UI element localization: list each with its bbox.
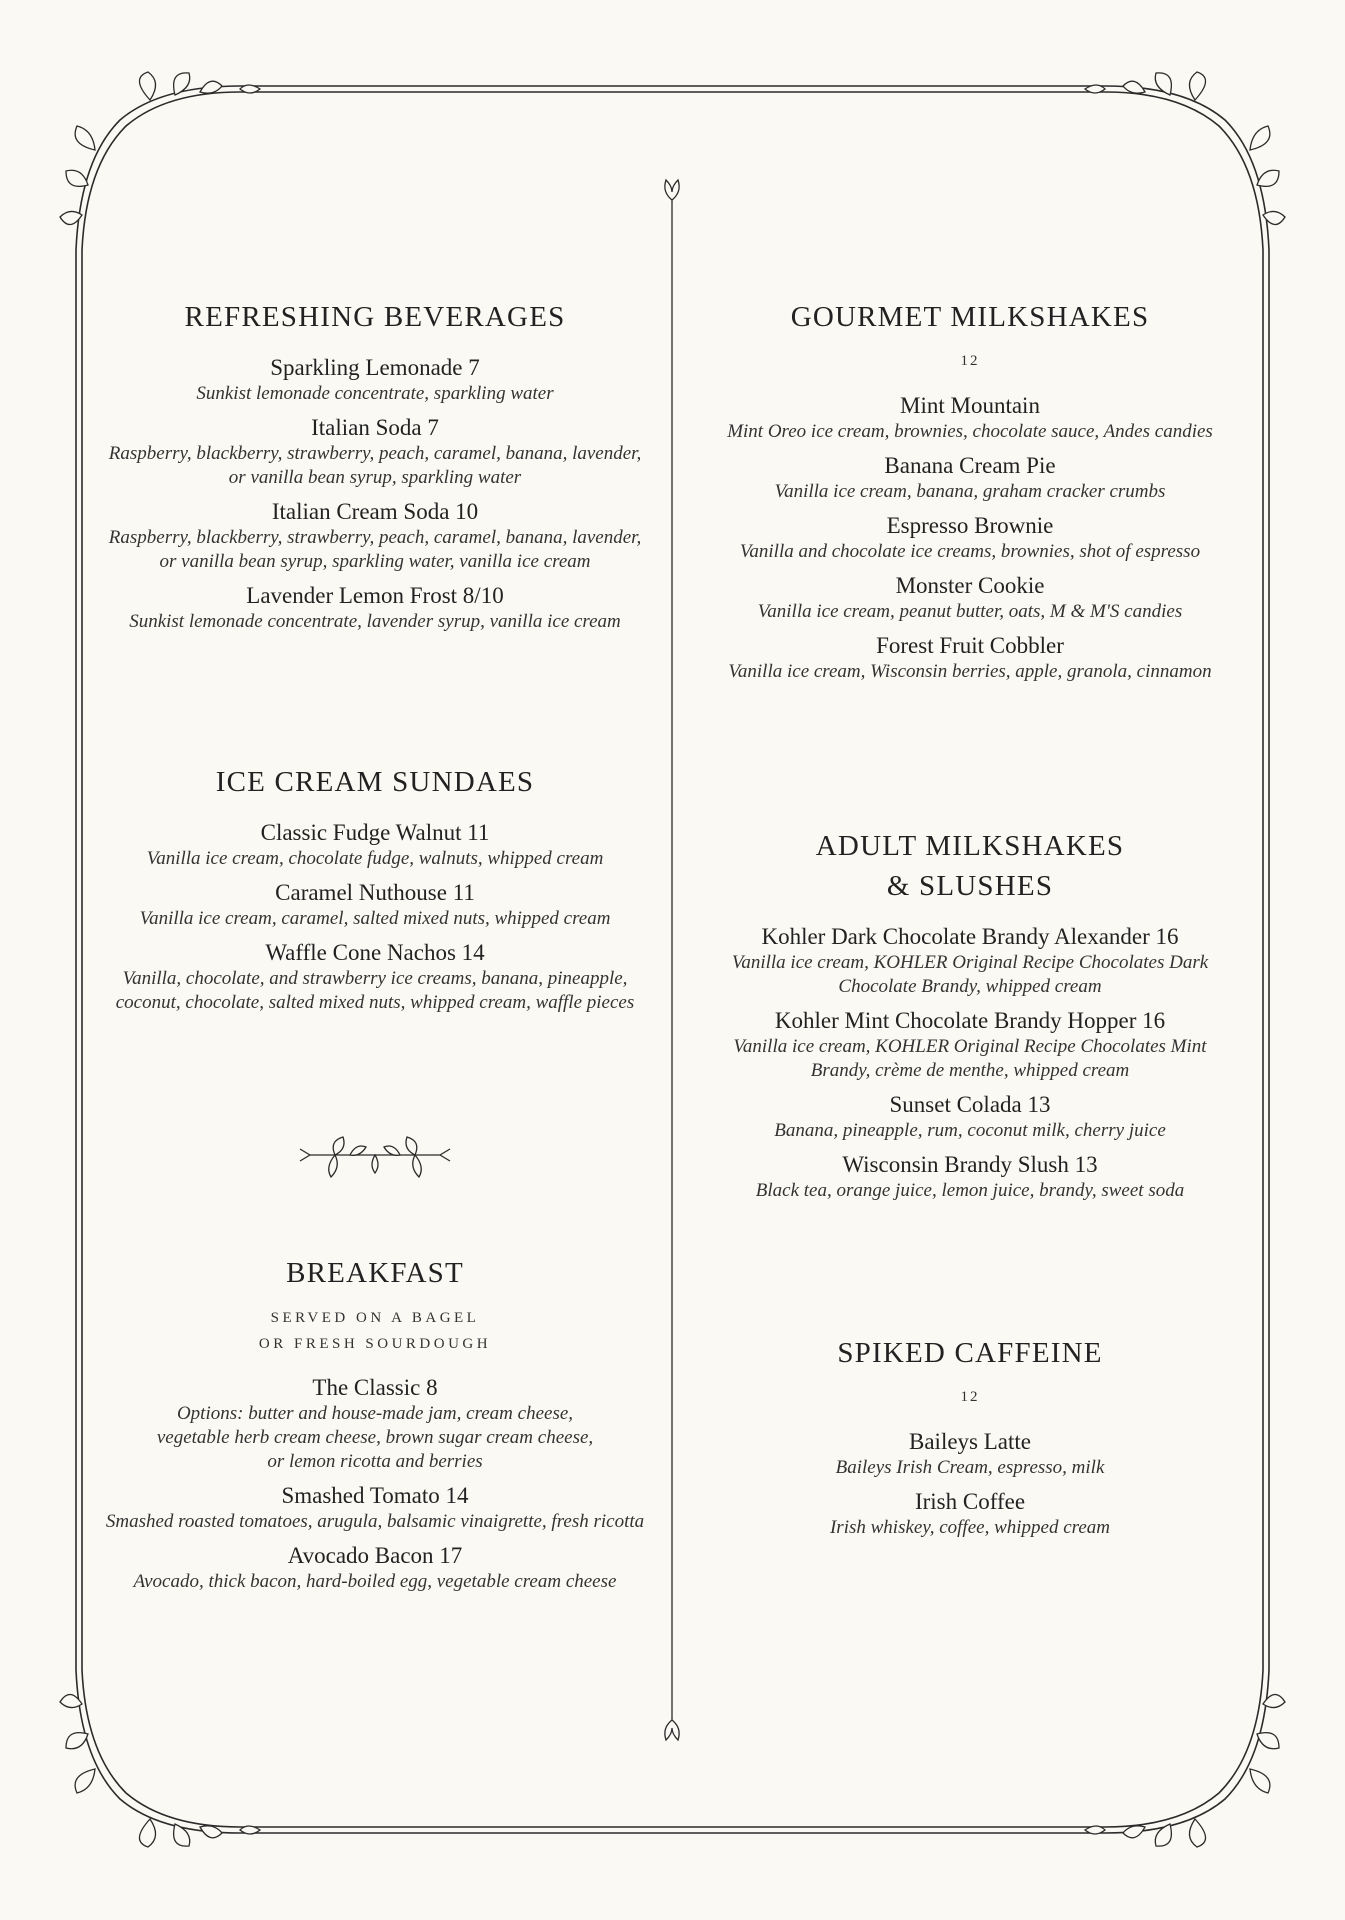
item-description: or vanilla bean syrup, sparkling water, vanilla ice cream — [159, 551, 591, 572]
section-title: ICE CREAM SUNDAES — [215, 766, 535, 798]
item-description: Sunkist lemonade concentrate, lavender syrup, vanilla ice cream — [129, 611, 621, 632]
item-description: Vanilla and chocolate ice creams, brownies, shot of espresso — [739, 541, 1201, 562]
item-name: Italian Soda 7 — [311, 415, 439, 440]
item-description: Vanilla ice cream, banana, graham cracker crumbs — [774, 481, 1166, 502]
item-name: Wisconsin Brandy Slush 13 — [842, 1152, 1098, 1177]
item-name: Monster Cookie — [895, 573, 1045, 598]
item-name: Avocado Bacon 17 — [287, 1543, 463, 1568]
list-item — [700, 451, 1240, 505]
section-title: SPIKED CAFFEINE — [837, 1337, 1103, 1369]
section-breakfast — [105, 1253, 645, 1595]
item-description: Options: butter and house-made jam, cream cheese, — [176, 1403, 574, 1424]
item-description: Vanilla ice cream, KOHLER Original Recipe Chocolates Dark — [731, 952, 1209, 973]
item-description: or vanilla bean syrup, sparkling water — [228, 467, 522, 488]
item-description: coconut, chocolate, salted mixed nuts, whipped cream, waffle pieces — [115, 992, 635, 1013]
section-subtitle: SERVED ON A BAGEL — [270, 1310, 480, 1326]
item-name: Banana Cream Pie — [884, 453, 1056, 478]
item-name: Italian Cream Soda 10 — [271, 499, 479, 524]
list-item — [700, 1427, 1240, 1481]
item-description: Raspberry, blackberry, strawberry, peach, caramel, banana, lavender, — [108, 443, 642, 464]
item-description: Vanilla ice cream, caramel, salted mixed nuts, whipped cream — [139, 908, 611, 929]
item-name: Irish Coffee — [914, 1489, 1026, 1514]
list-item — [700, 511, 1240, 565]
item-name: Lavender Lemon Frost 8/10 — [246, 583, 504, 608]
list-item — [700, 1150, 1240, 1204]
list-item — [105, 413, 645, 491]
section-title: BREAKFAST — [286, 1257, 464, 1289]
section-title: ADULT MILKSHAKES — [815, 830, 1125, 862]
section-price: 12 — [960, 353, 980, 369]
list-item — [105, 878, 645, 932]
item-name: Smashed Tomato 14 — [281, 1483, 469, 1508]
item-name: Caramel Nuthouse 11 — [275, 880, 475, 905]
section-refreshing-beverages — [105, 297, 645, 635]
list-item — [105, 818, 645, 872]
section-price: 12 — [960, 1389, 980, 1405]
section-title: GOURMET MILKSHAKES — [790, 301, 1150, 333]
list-item — [105, 1481, 645, 1535]
list-item — [105, 353, 645, 407]
item-name: Baileys Latte — [909, 1429, 1031, 1454]
item-description: Chocolate Brandy, whipped cream — [838, 976, 1102, 997]
item-description: Vanilla ice cream, peanut butter, oats, M & M'S candies — [757, 601, 1183, 622]
item-name: Waffle Cone Nachos 14 — [265, 940, 485, 965]
list-item — [105, 1373, 645, 1475]
item-name: Espresso Brownie — [886, 513, 1054, 538]
item-description: Vanilla ice cream, Wisconsin berries, apple, granola, cinnamon — [728, 661, 1212, 682]
section-subtitle: OR FRESH SOURDOUGH — [258, 1336, 492, 1352]
section-ice-cream-sundaes — [105, 762, 645, 1016]
item-name: The Classic 8 — [312, 1375, 438, 1400]
section-title: & SLUSHES — [886, 870, 1054, 902]
list-item — [105, 581, 645, 635]
item-description: Smashed roasted tomatoes, arugula, balsamic vinaigrette, fresh ricotta — [105, 1511, 645, 1532]
item-description: Black tea, orange juice, lemon juice, brandy, sweet soda — [755, 1180, 1185, 1201]
section-spiked-caffeine — [700, 1333, 1240, 1541]
item-name: Sparkling Lemonade 7 — [270, 355, 480, 380]
list-item — [700, 391, 1240, 445]
item-name: Sunset Colada 13 — [889, 1092, 1051, 1117]
item-description: vegetable herb cream cheese, brown sugar cream cheese, — [156, 1427, 594, 1448]
item-name: Forest Fruit Cobbler — [876, 633, 1064, 658]
item-description: or lemon ricotta and berries — [267, 1451, 483, 1472]
item-description: Mint Oreo ice cream, brownies, chocolate sauce, Andes candies — [727, 421, 1213, 442]
list-item — [700, 631, 1240, 685]
section-gourmet-milkshakes — [700, 297, 1240, 685]
item-description: Avocado, thick bacon, hard-boiled egg, vegetable cream cheese — [133, 1571, 617, 1592]
item-description: Sunkist lemonade concentrate, sparkling water — [196, 383, 554, 404]
item-name: Kohler Dark Chocolate Brandy Alexander 16 — [761, 924, 1179, 949]
item-description: Banana, pineapple, rum, coconut milk, cherry juice — [774, 1120, 1166, 1141]
list-item — [105, 938, 645, 1016]
item-description: Irish whiskey, coffee, whipped cream — [829, 1517, 1110, 1538]
list-item — [700, 922, 1240, 1000]
section-adult-milkshakes — [700, 826, 1240, 1204]
list-item — [700, 1006, 1240, 1084]
item-name: Classic Fudge Walnut 11 — [260, 820, 490, 845]
flourish-divider-icon — [290, 1125, 460, 1185]
item-description: Brandy, crème de menthe, whipped cream — [810, 1060, 1130, 1081]
list-item — [700, 1090, 1240, 1144]
list-item — [105, 1541, 645, 1595]
section-title: REFRESHING BEVERAGES — [184, 301, 566, 333]
item-description: Vanilla ice cream, chocolate fudge, walnuts, whipped cream — [146, 848, 604, 869]
list-item — [700, 1487, 1240, 1541]
item-description: Vanilla, chocolate, and strawberry ice creams, banana, pineapple, — [122, 968, 628, 989]
item-description: Baileys Irish Cream, espresso, milk — [835, 1457, 1105, 1478]
item-description: Vanilla ice cream, KOHLER Original Recipe Chocolates Mint — [733, 1036, 1207, 1057]
list-item — [105, 497, 645, 575]
list-item — [700, 571, 1240, 625]
item-name: Mint Mountain — [900, 393, 1040, 418]
item-description: Raspberry, blackberry, strawberry, peach, caramel, banana, lavender, — [108, 527, 642, 548]
item-name: Kohler Mint Chocolate Brandy Hopper 16 — [774, 1008, 1166, 1033]
